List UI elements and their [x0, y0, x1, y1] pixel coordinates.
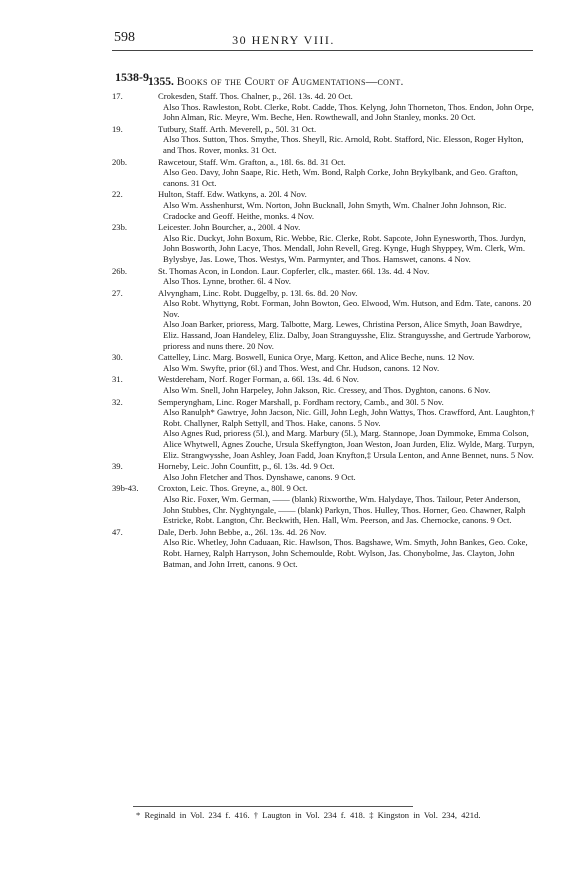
entry-head: St. Thomas Acon, in London. Laur. Copferler, clk., master. 66l. 13s. 4d. 4 Nov. — [158, 265, 430, 276]
entry-line: Also Thos. Sutton, Thos. Smythe, Thos. Sheyll, Ric. Arnold, Robt. Stafford, Nic. Elesson, Roger Hylton, and Thos. Rover, monks. 31 Oct. — [163, 134, 524, 155]
entry-line: Also Wm. Snell, John Harpeley, John Jakson, Ric. Cressey, and Thos. Dyghton, canons. 6 Nov. — [163, 385, 491, 396]
entry-head: Leicester. John Bourcher, a., 200l. 4 Nov. — [158, 222, 301, 233]
entry-ref: 27. — [112, 287, 123, 298]
entry-head: Dale, Derb. John Bebbe, a., 26l. 13s. 4d. 26 Nov. — [158, 526, 327, 537]
entry-head: Tutbury, Staff. Arth. Meverell, p., 50l. 31 Oct. — [158, 123, 317, 134]
entry-ref: 19. — [112, 123, 123, 134]
running-head: 30 HENRY VIII. — [232, 33, 335, 47]
entry-ref: 39b-43. — [112, 483, 139, 494]
entry-ref: 31. — [112, 374, 123, 385]
entry-head: Horneby, Leic. John Counfitt, p., 6l. 13s. 4d. 9 Oct. — [158, 461, 335, 472]
entry-head: Hulton, Staff. Edw. Watkyns, a. 20l. 4 Nov. — [158, 189, 307, 200]
entry-ref: 23b. — [112, 222, 128, 233]
entry — [112, 461, 535, 482]
footnote-rule — [133, 806, 413, 807]
entry-ref: 22. — [112, 189, 123, 200]
entry-ref: 26b. — [112, 265, 128, 276]
entry-ref: 20b. — [112, 156, 128, 167]
footnotes: * Reginald in Vol. 234 f. 416. † Laugton in Vol. 234 f. 418. ‡ Kingston in Vol. 234, 421d. — [136, 810, 481, 820]
entry — [112, 527, 535, 569]
section-number: 1355. — [148, 76, 174, 88]
entry-head: Croxton, Leic. Thos. Greyne, a., 80l. 9 Oct. — [158, 483, 308, 494]
entry-ref: 39. — [112, 461, 123, 472]
entry-line: Also Thos. Lynne, brother. 6l. 4 Nov. — [163, 276, 291, 287]
entries-list — [112, 91, 535, 570]
entry-line: Also Wm. Asshenhurst, Wm. Norton, John Bucknall, John Smyth, Wm. Chalner John Johnson, Ric. Cradocke and Geoff. Heithe, monks. 4 Nov. — [163, 199, 507, 221]
entry — [112, 222, 535, 264]
entry-ref: 30. — [112, 352, 123, 363]
page-number: 598 — [114, 30, 135, 45]
entry-head: Westdereham, Norf. Roger Forman, a. 66l. 13s. 4d. 6 Nov. — [158, 374, 359, 385]
entry — [112, 352, 535, 373]
entry-head: Cattelley, Linc. Marg. Boswell, Eunica Orye, Marg. Ketton, and Alice Beche, nuns. 12 Nov. — [158, 352, 475, 363]
entry — [112, 397, 535, 461]
entry-line: Also Thos. Rawleston, Robt. Clerke, Robt. Cadde, Thos. Kelyng, John Thorneton, Thos. Endon, John Orpe, John Alman, Ric. Meyre, Wm. Beche, Hen. Rowthewall, and John Stanley, monks. 20 Oct. — [163, 101, 534, 123]
entry-line: Also Ranulph* Gawtrye, John Jacson, Nic. Gill, John Legh, John Wattys, Thos. Crawfford, Ant. Laughton,† Robt. Challyner, Ralph Settyll, and Thos. Hake, canons. 5 Nov. — [163, 407, 535, 428]
entry-line: Also Ric. Foxer, Wm. German, —— (blank) Rixworthe, Wm. Halydaye, Thos. Tailour, Peter Anderson, John Stubbes, Chr. Nyghtyngale, —— (blank) Parkyn, Thos. Hulley, Thos. Horner, Geo. Chawner, Ralph Estricke, Robt. Langton, Chr. Beckwith, Hen. Hall, Wm. Peerson, and Jas. Chernocke, canons. 9 Oct. — [163, 493, 526, 526]
entry — [112, 483, 535, 525]
entry — [112, 91, 535, 123]
entry-ref: 32. — [112, 396, 123, 407]
section-heading — [148, 76, 404, 88]
entry-line: Also Robt. Whyttyng, Robt. Forman, John Bowton, Geo. Elwood, Wm. Hutson, and Edm. Tate, canons. 20 Nov. — [163, 298, 532, 319]
entry-head: Crokesden, Staff. Thos. Chalner, p., 26l. 13s. 4d. 20 Oct. — [158, 91, 353, 101]
entry-line: Also Agnes Rud, prioress (5l.), and Marg. Marbury (5l.), Marg. Stannope, Joan Dymmoke, Emma Colson, Alice Whytwell, Agnes Zouche, Ursula Skeffyngton, Joan Weston, Joan Jurden, Eliz. Wylde, Marg. Turpyn, Eliz. Strangwysshe, Joan Ashley, Joan Fadd, Joan Knyfton,‡ Ursula Lenton, and Anne Bennet, nuns. 5 Nov. — [163, 428, 535, 460]
entry — [112, 157, 535, 189]
entry-line: Also Ric. Duckyt, John Boxum, Ric. Webbe, Ric. Clerke, Robt. Sapcote, John Eynesworth, Thos. Jurdyn, John Bosworth, John Lacye, Thos. Mendall, John Revell, Greg. Kynge, Hugh Shyppey, Wm. Clerk, Wm. Bylysbye, Jas. Lowe, Thos. Westys, Wm. Parmynter, and Thos. Hamswet, canons. 4 Nov. — [163, 232, 526, 264]
entry — [112, 374, 535, 395]
entry-line: Also Ric. Whetley, John Caduaan, Ric. Hawlson, Thos. Bagshawe, Wm. Smyth, John Bankes, Geo. Coke, Robt. Harney, Ralph Harryson, John Schemoulde, Robt. Wylson, Jas. Chonybolme, Jas. Clayton, John Batman, and John Irrett, canons. 9 Oct. — [163, 537, 528, 569]
section-title: Books of the Court of Augmentations—cont. — [176, 76, 404, 88]
entry-head: Alvyngham, Linc. Robt. Duggelby, p. 13l. 6s. 8d. 20 Nov. — [158, 287, 358, 298]
entry-head: Semperyngham, Linc. Roger Marshall, p. Fordham rectory, Camb., and 30l. 5 Nov. — [158, 396, 444, 407]
entry — [112, 266, 535, 287]
entry — [112, 189, 535, 221]
entry-line: Also John Fletcher and Thos. Dynshawe, canons. 9 Oct. — [163, 471, 356, 482]
entry-ref: 47. — [112, 526, 123, 537]
entry-line: Also Geo. Davy, John Saape, Ric. Heth, Wm. Bond, Ralph Corke, John Brykylbank, and Geo. Grafton, canons. 31 Oct. — [163, 167, 518, 188]
entry-line: Also Joan Barker, prioress, Marg. Talbotte, Marg. Lewes, Christina Person, Alice Smyth, Joan Bawdrye, Eliz. Hassand, Joan Handeley, Eliz. Dalby, Joan Stranguysshe, Eliz. Stranguysshe, and Gertrude Yarborow, prioress and nuns there. 20 Nov. — [163, 319, 531, 351]
entry — [112, 124, 535, 156]
entry-line: Also Wm. Swyfte, prior (6l.) and Thos. West, and Chr. Hudson, canons. 12 Nov. — [163, 362, 440, 373]
header-rule — [112, 50, 533, 51]
year-marker: 1538-9 — [115, 70, 149, 84]
entry-head: Rawcetour, Staff. Wm. Grafton, a., 18l. 6s. 8d. 31 Oct. — [158, 156, 346, 167]
entry-ref: 17. — [112, 91, 123, 101]
entry — [112, 288, 535, 352]
